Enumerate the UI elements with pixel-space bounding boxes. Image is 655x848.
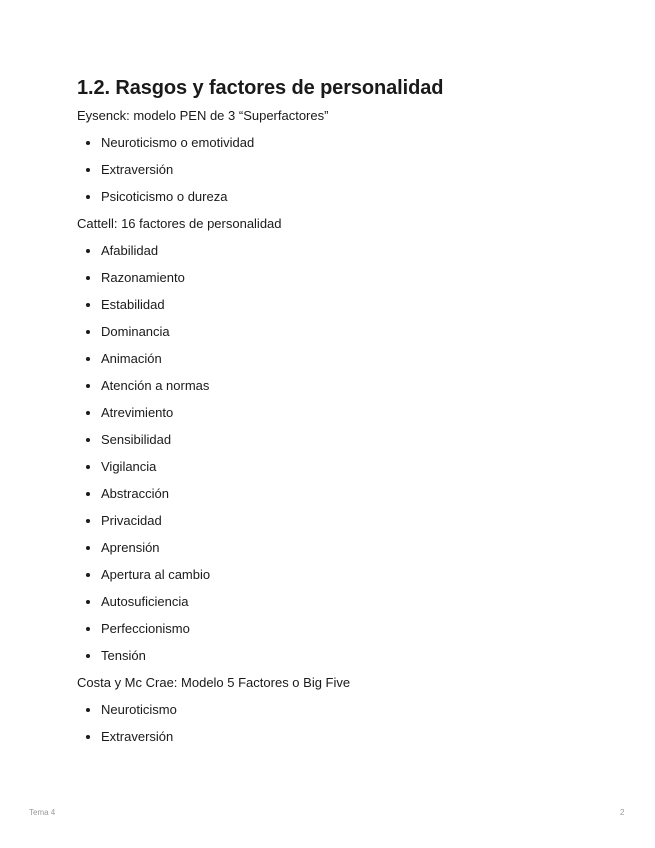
bullet-icon <box>86 384 90 388</box>
bullet-icon <box>86 735 90 739</box>
bullet-icon <box>86 573 90 577</box>
list-item: Sensibilidad <box>101 432 172 447</box>
bullet-icon <box>86 438 90 442</box>
bullet-icon <box>86 492 90 496</box>
bullet-icon <box>86 195 90 199</box>
bullet-icon <box>86 465 90 469</box>
list-item: Psicoticismo o dureza <box>101 189 228 204</box>
list-item: Animación <box>101 351 162 366</box>
list-item: Atrevimiento <box>101 405 174 420</box>
list-item: Extraversión <box>101 162 174 177</box>
bullet-icon <box>86 303 90 307</box>
list-item: Neuroticismo <box>101 702 177 717</box>
list-item: Estabilidad <box>101 297 165 312</box>
bullet-icon <box>86 654 90 658</box>
list-item: Afabilidad <box>101 243 159 258</box>
list-item: Aprensión <box>101 540 160 555</box>
bullet-icon <box>86 330 90 334</box>
bullet-icon <box>86 600 90 604</box>
list-item: Extraversión <box>101 729 174 744</box>
bullet-icon <box>86 519 90 523</box>
bullet-icon <box>86 276 90 280</box>
bullet-icon <box>86 168 90 172</box>
bullet-icon <box>86 357 90 361</box>
eysenck-intro: Eysenck: modelo PEN de 3 “Superfactores” <box>77 108 329 123</box>
section-heading: 1.2. Rasgos y factores de personalidad <box>77 77 444 99</box>
bullet-icon <box>86 708 90 712</box>
costa-mccrae-intro: Costa y Mc Crae: Modelo 5 Factores o Big Five <box>77 675 351 690</box>
list-item: Tensión <box>101 648 146 663</box>
list-item: Apertura al cambio <box>101 567 211 582</box>
page-number: 2 <box>620 808 625 817</box>
bullet-icon <box>86 141 90 145</box>
bullet-icon <box>86 627 90 631</box>
list-item: Autosuficiencia <box>101 594 189 609</box>
list-item: Privacidad <box>101 513 162 528</box>
list-item: Dominancia <box>101 324 170 339</box>
list-item: Abstracción <box>101 486 169 501</box>
cattell-intro: Cattell: 16 factores de personalidad <box>77 216 282 231</box>
list-item: Perfeccionismo <box>101 621 190 636</box>
bullet-icon <box>86 546 90 550</box>
footer-topic-label: Tema 4 <box>29 808 56 817</box>
list-item: Razonamiento <box>101 270 185 285</box>
list-item: Vigilancia <box>101 459 157 474</box>
bullet-icon <box>86 411 90 415</box>
list-item: Neuroticismo o emotividad <box>101 135 255 150</box>
bullet-icon <box>86 249 90 253</box>
list-item: Atención a normas <box>101 378 210 393</box>
